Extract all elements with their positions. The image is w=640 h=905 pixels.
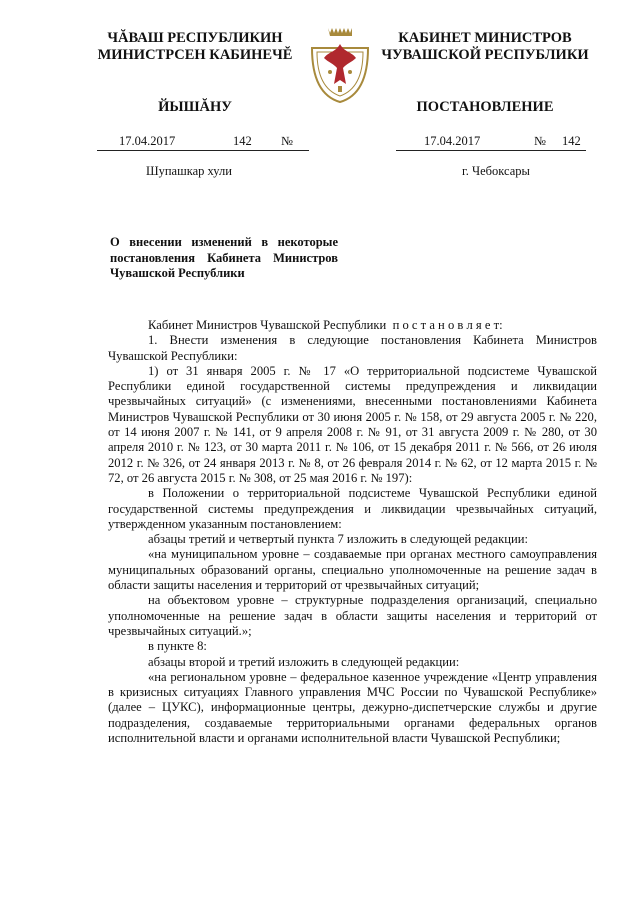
date-right: 17.04.2017 <box>424 134 481 148</box>
doc-type-right: ПОСТАНОВЛЕНИЕ <box>416 99 554 115</box>
header-right-line1: КАБИНЕТ МИНИСТРОВ <box>398 30 572 46</box>
body-paragraph-2: 1) от 31 января 2005 г. № 17 «О территориальной подсистеме Чувашской Республики единой государственной системы предупреждения и ликвидации чрезвычайных ситуаций» (с изменениями, внесенными постановлениями Кабинета Министров Чувашской Республики от 30 июня 2005 г. № 158, от 29 августа 2005 г. № 220, от 14 июня 2007 г. № 141, от 9 апреля 2008 г. № 91, от 31 августа 2009 г. № 280, от 30 апреля 2010 г. № 123, от 30 марта 2011 г. № 106, от 15 декабря 2011 г. № 566, от 26 июля 2012 г. № 326, от 24 января 2013 г. № 8, от 26 февраля 2014 г. № 62, от 12 марта 2015 г. № 72, от 26 августа 2015 г. № 308, от 25 мая 2016 г. № 197): <box>108 363 597 485</box>
body-paragraph-4: абзацы третий и четвертый пункта 7 изложить в следующей редакции: <box>148 532 528 547</box>
body-paragraph-3: в Положении о территориальной подсистеме Чувашской Республики единой государственной системы предупреждения и ликвидации чрезвычайных ситуаций, утвержденном указанным постановлением: <box>108 486 597 531</box>
number-sign-right: № <box>534 134 546 148</box>
doc-type-left: ЙЫШĂНУ <box>158 99 232 115</box>
body-intro-decree: п о с т а н о в л я е т: <box>392 318 503 332</box>
body-paragraph-7: в пункте 8: <box>148 639 207 654</box>
header-left-line1: ЧĂВАШ РЕСПУБЛИКИН <box>107 30 283 46</box>
date-left: 17.04.2017 <box>119 134 176 148</box>
city-left: Шупашкар хули <box>146 164 232 178</box>
header-right-line2: ЧУВАШСКОЙ РЕСПУБЛИКИ <box>381 47 589 63</box>
header-left <box>90 30 300 64</box>
body-paragraph-5: «на муниципальном уровне – создаваемые при органах местного самоуправления муниципальных образований органы, специально уполномоченные на решение задач в области защиты населения и территорий от чрезвычайных ситуаций; <box>108 547 597 593</box>
body-paragraph-6: на объектовом уровне – структурные подразделения организаций, специально уполномоченные на решение задач в области защиты населения и территорий от чрезвычайных ситуаций.»; <box>108 593 597 638</box>
header-right <box>380 30 590 64</box>
registration-line-right <box>396 134 586 151</box>
city-right: г. Чебоксары <box>462 164 530 178</box>
body-paragraph-1: 1. Внести изменения в следующие постановления Кабинета Министров Чувашской Республики: <box>108 333 597 363</box>
number-right: 142 <box>562 134 581 148</box>
number-sign-left: № <box>281 134 293 148</box>
document-subject: О внесении изменений в некоторые постановления Кабинета Министров Чувашской Республики <box>110 235 338 280</box>
registration-line-left <box>97 134 309 151</box>
body-paragraph-9: «на региональном уровне – федеральное казенное учреждение «Центр управления в кризисных ситуациях Главного управления МЧС России по Чувашской Республике» (далее – ЦУКС), информационные центры, дежурно-диспетчерские службы и другие подразделения, создаваемые территориальными органами федеральных органов исполнительной власти и органами исполнительной власти Чувашской Республики; <box>108 669 597 746</box>
body-intro-text: Кабинет Министров Чувашской Республики <box>148 318 387 332</box>
body-paragraph-8: абзацы второй и третий изложить в следующей редакции: <box>148 654 460 669</box>
number-left: 142 <box>233 134 252 148</box>
body-intro <box>108 318 597 333</box>
header-left-line2: МИНИСТРСЕН КАБИНЕЧĔ <box>97 47 293 63</box>
chuvash-emblem-icon <box>306 24 374 104</box>
document-body <box>108 318 597 746</box>
